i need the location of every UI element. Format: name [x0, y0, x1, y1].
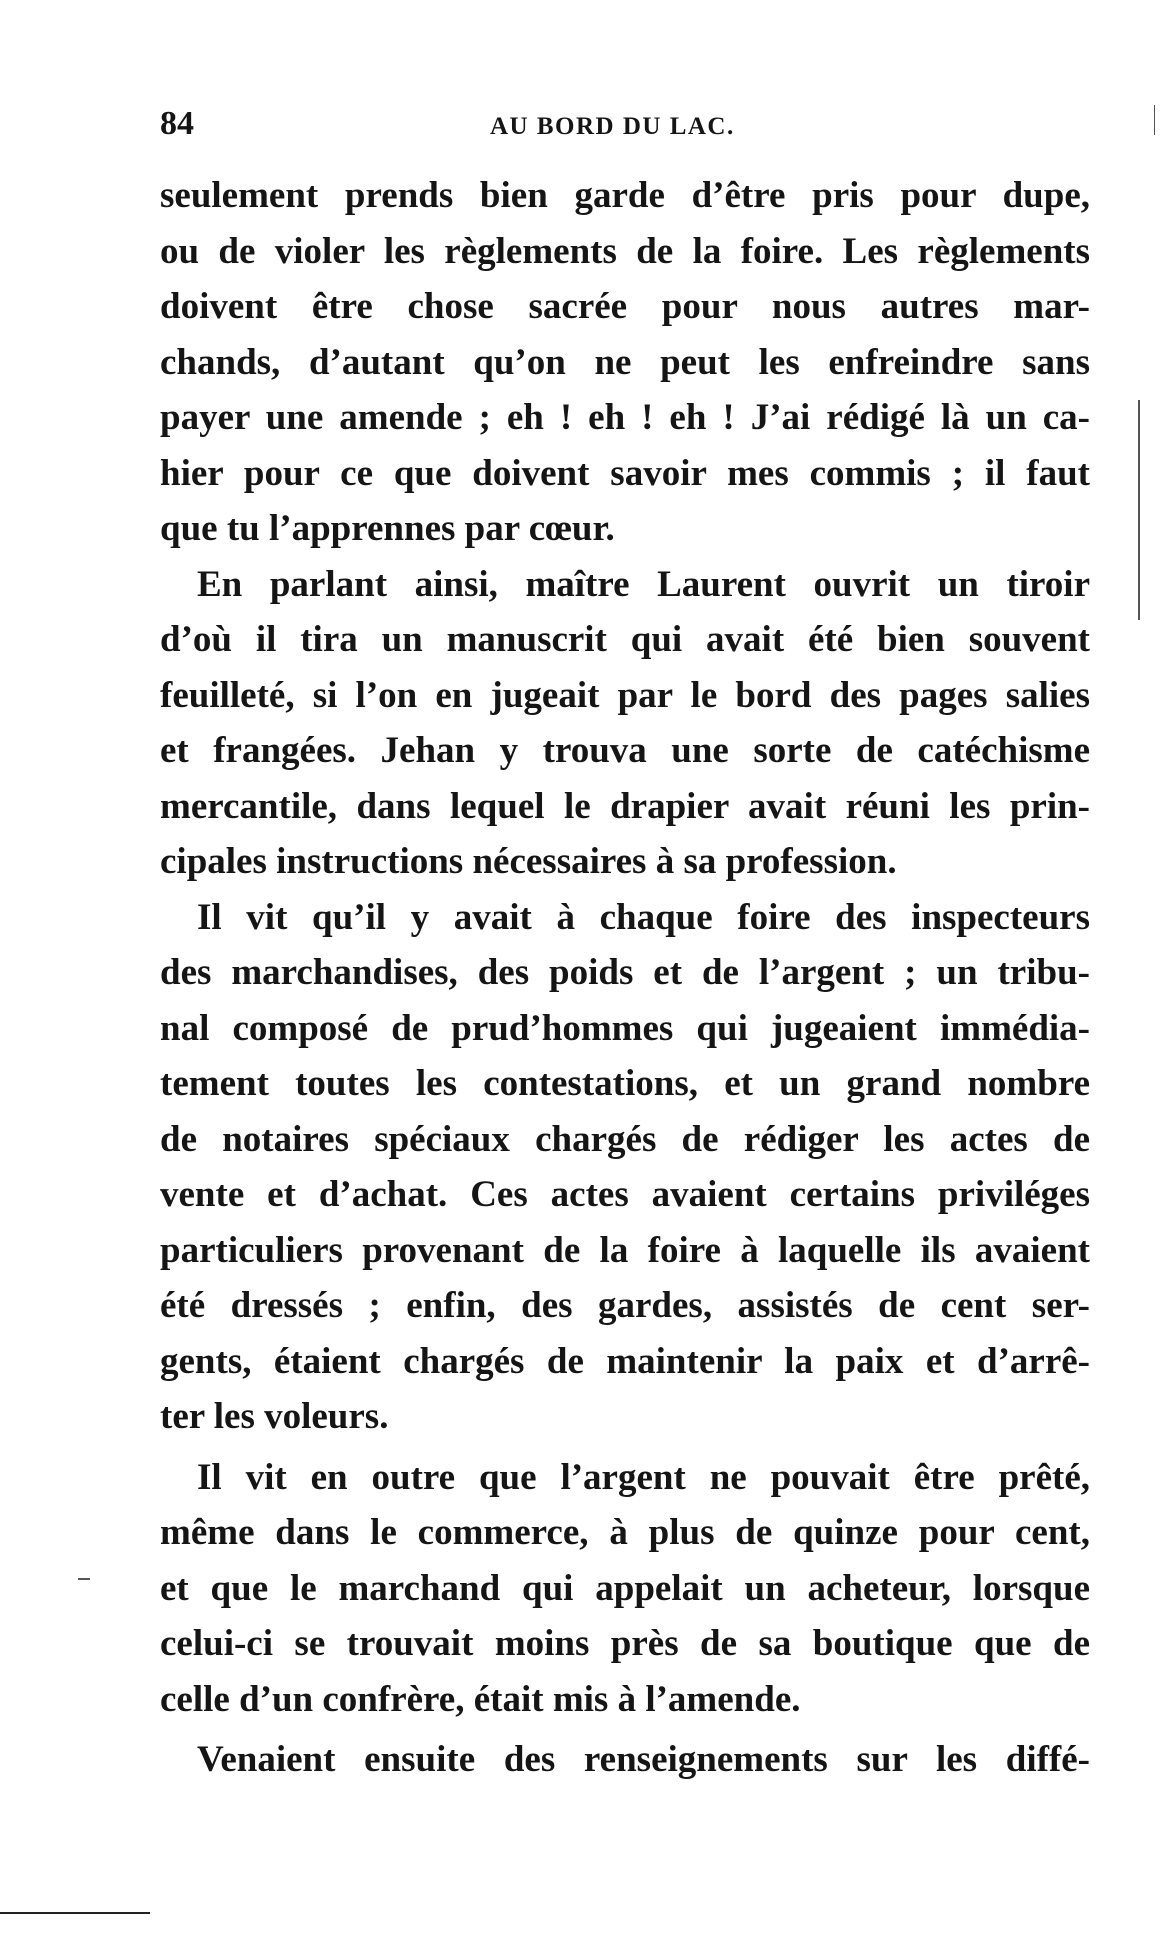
text-line: feuilleté, si l’on en jugeait par le bord des pages salies: [160, 674, 1090, 716]
text-line: celle d’un confrère, était mis à l’amende.: [160, 1678, 801, 1720]
text-line: de notaires spéciaux chargés de rédiger les actes de: [160, 1118, 1090, 1160]
text-line: doivent être chose sacrée pour nous autres mar-: [160, 286, 1090, 327]
text-line: même dans le commerce, à plus de quinze pour cent,: [160, 1512, 1090, 1553]
text-line: ter les voleurs.: [160, 1396, 389, 1437]
text-line: que tu l’apprennes par cœur.: [160, 508, 615, 549]
page-number: 84: [160, 105, 194, 142]
paragraph-start: Venaient ensuite des renseignements sur les diffé-: [197, 1739, 1090, 1780]
text-line: ou de violer les règlements de la foire. Les règlements: [160, 230, 1090, 272]
text-line: nal composé de prud’hommes qui jugeaient immédia-: [160, 1007, 1090, 1049]
text-line: particuliers provenant de la foire à laquelle ils avaient: [160, 1229, 1090, 1271]
text-line: et frangées. Jehan y trouva une sorte de catéchisme: [160, 730, 1090, 771]
paragraph-start: Il vit en outre que l’argent ne pouvait être prêté,: [197, 1456, 1090, 1498]
text-line: celui-ci se trouvait moins près de sa boutique que de: [160, 1623, 1090, 1664]
paragraph-start: Il vit qu’il y avait à chaque foire des inspecteurs: [197, 896, 1090, 938]
scan-margin-mark: [1138, 400, 1140, 620]
text-line: hier pour ce que doivent savoir mes commis ; il faut: [160, 452, 1090, 494]
paragraph-start: En parlant ainsi, maître Laurent ouvrit un tiroir: [197, 563, 1090, 605]
text-line: payer une amende ; eh ! eh ! eh ! J’ai rédigé là un ca-: [160, 397, 1090, 438]
scan-margin-mark: [1154, 105, 1155, 135]
running-title: AU BORD DU LAC.: [490, 113, 735, 140]
text-line: tement toutes les contestations, et un grand nombre: [160, 1063, 1090, 1104]
text-line: seulement prends bien garde d’être pris pour dupe,: [160, 175, 1090, 216]
text-line: vente et d’achat. Ces actes avaient certains priviléges: [160, 1174, 1090, 1215]
text-line: chands, d’autant qu’on ne peut les enfreindre sans: [160, 341, 1090, 383]
scan-margin-mark: [78, 1578, 90, 1580]
text-line: des marchandises, des poids et de l’argent ; un tribu-: [160, 952, 1090, 993]
text-line: cipales instructions nécessaires à sa profession.: [160, 841, 897, 882]
text-line: et que le marchand qui appelait un acheteur, lorsque: [160, 1567, 1090, 1609]
text-line: gents, étaient chargés de maintenir la paix et d’arrê-: [160, 1340, 1090, 1382]
text-line: été dressés ; enfin, des gardes, assistés de cent ser-: [160, 1285, 1090, 1326]
text-line: d’où il tira un manuscrit qui avait été bien souvent: [160, 619, 1090, 660]
text-line: mercantile, dans lequel le drapier avait réuni les prin-: [160, 785, 1090, 827]
running-head: [160, 105, 1090, 155]
body-text: [160, 168, 1090, 1788]
scan-edge-rule: [0, 1912, 150, 1914]
